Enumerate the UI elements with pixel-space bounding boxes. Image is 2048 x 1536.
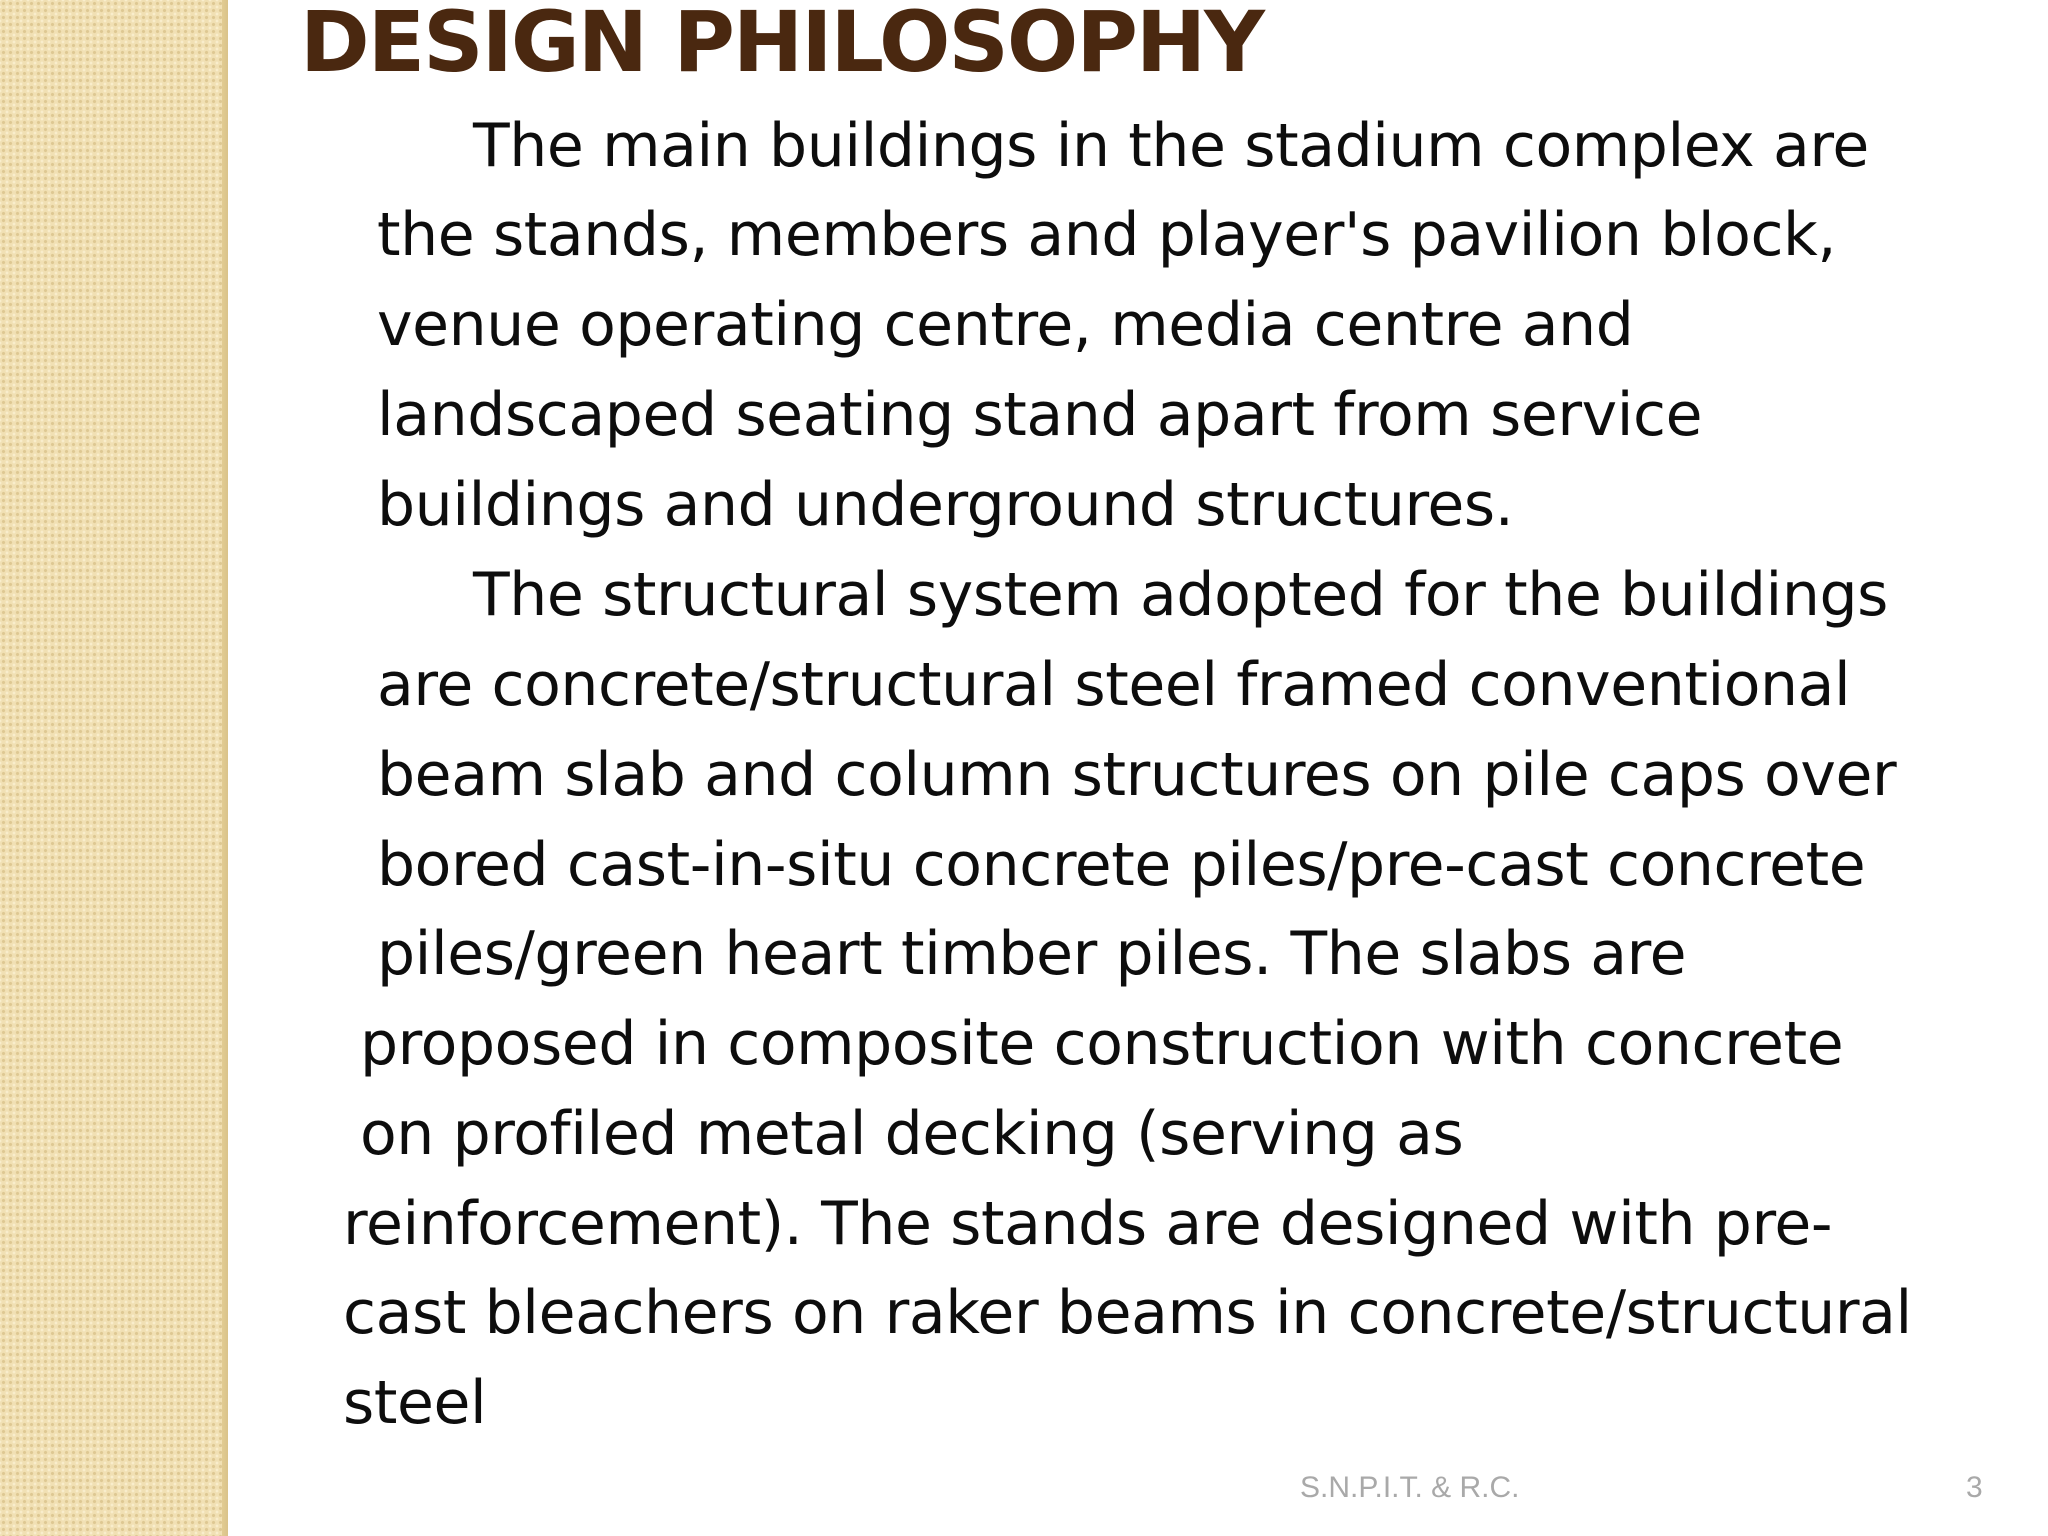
body-line: The main buildings in the stadium complex are xyxy=(473,111,1869,181)
footer-organization: S.N.P.I.T. & R.C. xyxy=(1300,1471,1520,1504)
body-line: cast bleachers on raker beams in concrete/structural xyxy=(343,1278,1912,1348)
body-line: bored cast-in-situ concrete piles/pre-cast concrete xyxy=(377,830,1866,900)
body-line: venue operating centre, media centre and xyxy=(377,290,1634,360)
body-line: steel xyxy=(343,1368,487,1438)
body-line: proposed in composite construction with concrete xyxy=(360,1009,1844,1079)
body-line: The structural system adopted for the buildings xyxy=(473,560,1888,630)
body-line: piles/green heart timber piles. The slabs are xyxy=(377,919,1687,989)
page-number: 3 xyxy=(1966,1471,1983,1504)
body-line: landscaped seating stand apart from service xyxy=(377,380,1703,450)
body-line: are concrete/structural steel framed conventional xyxy=(377,650,1851,720)
body-line: reinforcement). The stands are designed with pre- xyxy=(343,1189,1833,1259)
body-line: buildings and underground structures. xyxy=(377,470,1514,540)
body-line: beam slab and column structures on pile caps over xyxy=(377,740,1897,810)
slide-title: DESIGN PHILOSOPHY xyxy=(300,0,1264,91)
body-line: the stands, members and player's pavilion block, xyxy=(377,200,1837,270)
body-line: on profiled metal decking (serving as xyxy=(360,1099,1464,1169)
